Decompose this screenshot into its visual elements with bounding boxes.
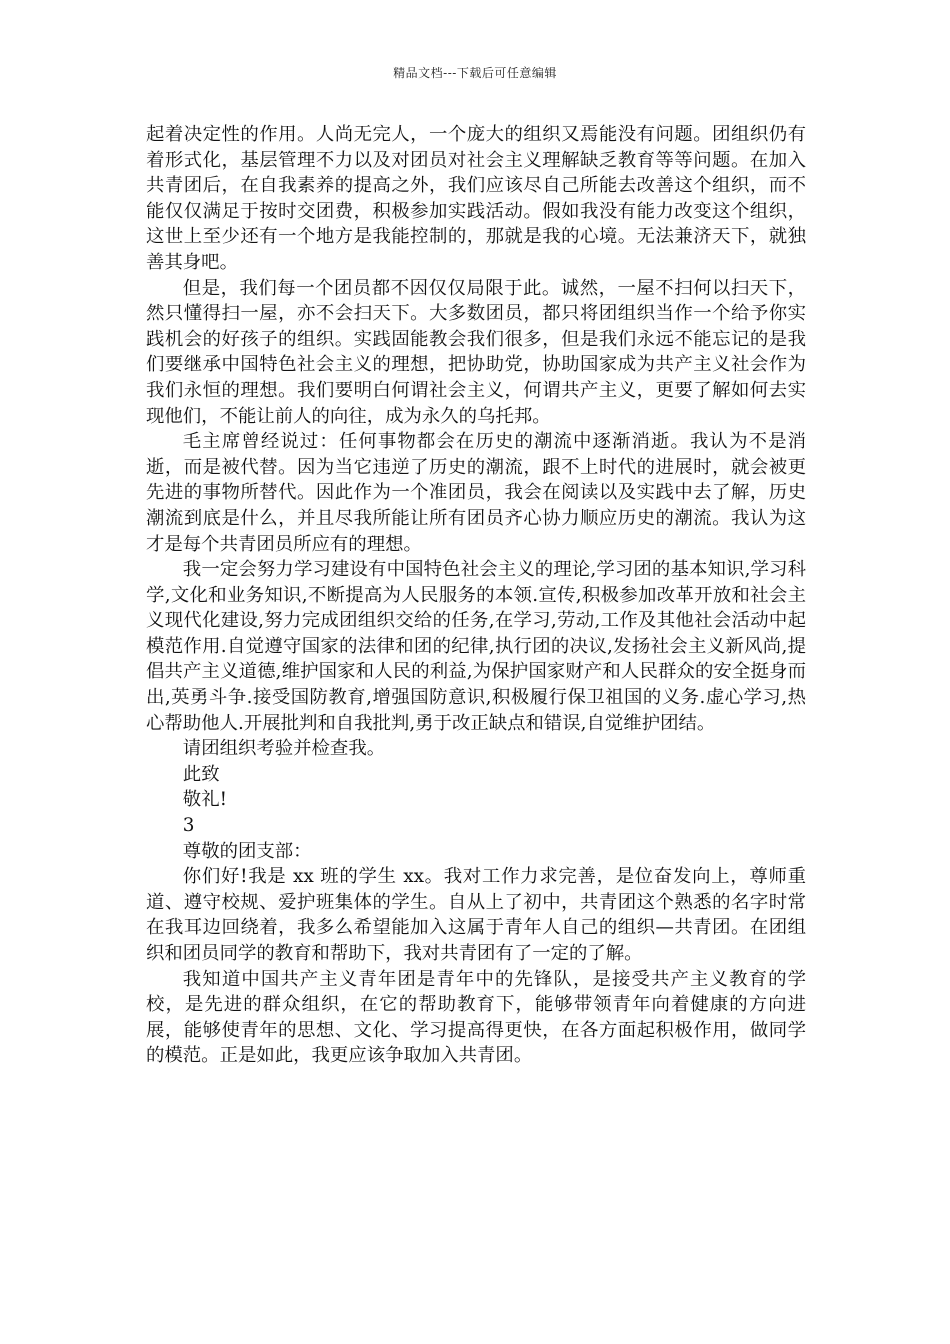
paragraph-5: 你们好!我是 xx 班的学生 xx。我对工作力求完善，是位奋发向上，尊师重道、遵守校规、爱护班集体的学生。自从上了初中，共青团这个熟悉的名字时常在我耳边回绕着，我多么希望能加入这属于青年人自己的组织—共青团。在团组织和团员同学的教育和帮助下，我对共青团有了一定的了解。 <box>146 866 806 964</box>
salutation-jingli: 敬礼! <box>182 789 227 811</box>
paragraph-1: 起着决定性的作用。人尚无完人，一个庞大的组织又焉能没有问题。团组织仍有着形式化，基层管理不力以及对团员对社会主义理解缺乏教育等等问题。在加入共青团后，在自我素养的提高之外，我们应该尽自己所能去改善这个组织，而不能仅仅满足于按时交团费，积极参加实践活动。假如我没有能力改变这个组织，这世上至少还有一个地方是我能控制的，那就是我的心境。无法兼济天下，就独善其身吧。 <box>146 124 806 273</box>
letter-addressee: 尊敬的团支部： <box>182 840 312 862</box>
paragraph-3: 毛主席曾经说过：任何事物都会在历史的潮流中逐渐消逝。我认为不是消逝，而是被代替。因为当它违逆了历史的潮流，跟不上时代的进展时，就会被更先进的事物所替代。因此作为一个准团员，我会在阅读以及实践中去了解，历史潮流到底是什么，并且尽我所能让所有团员齐心协力顺应历史的潮流。我认为这才是每个共青团员所应有的理想。 <box>146 431 806 555</box>
section-number: 3 <box>182 815 195 837</box>
document-body <box>146 122 806 1069</box>
salutation-cizhi: 此致 <box>182 763 220 785</box>
page-header: 精品文档---下载后可任意编辑 <box>393 66 557 80</box>
paragraph-2: 但是，我们每一个团员都不因仅仅局限于此。诚然，一屋不扫何以扫天下，然只懂得扫一屋，亦不会扫天下。大多数团员，都只将团组织当作一个给予你实践机会的好孩子的组织。实践固能教会我们很多，但是我们永远不能忘记的是我们要继承中国特色社会主义的理想，把协助党，协助国家成为共产主义社会作为我们永恒的理想。我们要明白何谓社会主义，何谓共产主义，更要了解如何去实现他们，不能让前人的向往，成为永久的乌托邦。 <box>146 277 806 427</box>
closing-request: 请团组织考验并检查我。 <box>182 738 386 760</box>
paragraph-6: 我知道中国共产主义青年团是青年中的先锋队，是接受共产主义教育的学校，是先进的群众组织，在它的帮助教育下，能够带领青年向着健康的方向进展，能够使青年的思想、文化、学习提高得更快，在各方面起积极作用，做同学的模范。正是如此，我更应该争取加入共青团。 <box>146 968 806 1067</box>
paragraph-4: 我一定会努力学习建设有中国特色社会主义的理论,学习团的基本知识,学习科学,文化和业务知识,不断提高为人民服务的本领.宣传,积极参加改革开放和社会主义现代化建设,努力完成团组织交给的任务,在学习,劳动,工作及其他社会活动中起模范作用.自觉遵守国家的法律和团的纪律,执行团的决议,发扬社会主义新风尚,提倡共产主义道德,维护国家和人民的利益,为保护国家财产和人民群众的安全挺身而出,英勇斗争.接受国防教育,增强国防意识,积极履行保卫祖国的义务.虚心学习,热心帮助他人.开展批判和自我批判,勇于改正缺点和错误,自觉维护团结。 <box>146 559 806 734</box>
